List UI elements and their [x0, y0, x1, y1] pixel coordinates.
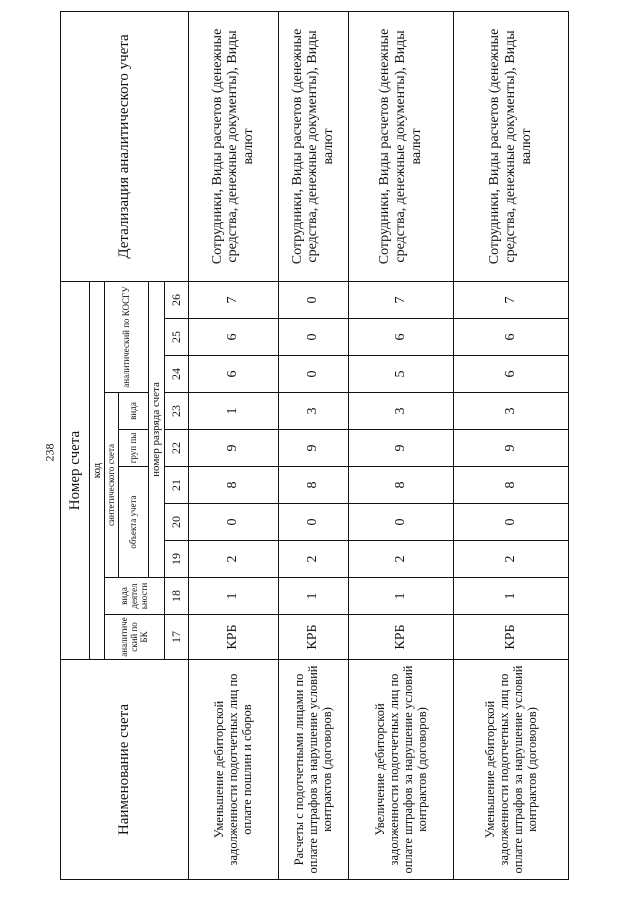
digit-23: 23: [164, 393, 188, 430]
digit-18: 18: [164, 578, 188, 615]
cell-18: 1: [348, 578, 453, 615]
row-detail: Сотрудники, Виды расчетов (денежные средства, денежные документы), Виды валют: [278, 11, 348, 281]
cell-24: 5: [348, 356, 453, 393]
cell-17: КРБ: [188, 615, 278, 660]
cell-18: 1: [278, 578, 348, 615]
cell-21: 8: [453, 467, 568, 504]
group-header: груп пы: [119, 430, 149, 467]
cell-20: 0: [453, 504, 568, 541]
cell-22: 9: [188, 430, 278, 467]
analytical-kosgu-header: аналитический по КОСГУ: [105, 281, 149, 392]
cell-24: 6: [188, 356, 278, 393]
kind-header: вида: [119, 393, 149, 430]
accounts-table: [60, 11, 569, 880]
cell-17: КРБ: [453, 615, 568, 660]
row-name: Уменьшение дебиторской задолженности подотчетных лиц по оплате штрафов за нарушение условий контрактов (договоров): [453, 660, 568, 880]
row-detail: Сотрудники, Виды расчетов (денежные средства, денежные документы), Виды валют: [188, 11, 278, 281]
digit-20: 20: [164, 504, 188, 541]
row-detail: Сотрудники, Виды расчетов (денежные средства, денежные документы), Виды валют: [348, 11, 453, 281]
cell-20: 0: [188, 504, 278, 541]
cell-21: 8: [348, 467, 453, 504]
activity-type-header: вида деятел ьности: [105, 578, 164, 615]
synthetic-account-header: синтетического счета: [105, 393, 119, 578]
cell-26: 7: [453, 281, 568, 318]
cell-25: 6: [453, 319, 568, 356]
digit-number-header: номер разряда счета: [149, 281, 164, 577]
cell-26: 7: [348, 281, 453, 318]
digit-21: 21: [164, 467, 188, 504]
cell-23: 1: [188, 393, 278, 430]
detail-column-header: Детализация аналитического учета: [61, 11, 189, 281]
row-name: Уменьшение дебиторской задолженности подотчетных лиц по оплате пошлин и сборов: [188, 660, 278, 880]
cell-25: 6: [188, 319, 278, 356]
cell-23: 3: [348, 393, 453, 430]
cell-19: 2: [278, 541, 348, 578]
cell-24: 0: [278, 356, 348, 393]
digit-17: 17: [164, 615, 188, 660]
account-number-header: Номер счета: [61, 281, 90, 659]
code-header: код: [90, 281, 105, 659]
cell-25: 6: [348, 319, 453, 356]
table-row: [188, 11, 278, 879]
digit-19: 19: [164, 541, 188, 578]
cell-18: 1: [453, 578, 568, 615]
cell-24: 6: [453, 356, 568, 393]
page-number: 238: [42, 443, 57, 462]
table-row: [348, 11, 453, 879]
cell-18: 1: [188, 578, 278, 615]
account-object-header: объекта учета: [119, 467, 149, 578]
cell-22: 9: [348, 430, 453, 467]
digit-26: 26: [164, 281, 188, 318]
digit-22: 22: [164, 430, 188, 467]
row-name: Увеличение дебиторской задолженности подотчетных лиц по оплате штрафов за нарушение условий контрактов (договоров): [348, 660, 453, 880]
cell-19: 2: [348, 541, 453, 578]
cell-23: 3: [278, 393, 348, 430]
row-detail: Сотрудники, Виды расчетов (денежные средства, денежные документы), Виды валют: [453, 11, 568, 281]
cell-22: 9: [453, 430, 568, 467]
cell-17: КРБ: [278, 615, 348, 660]
name-column-header: Наименование счета: [61, 660, 189, 880]
cell-20: 0: [348, 504, 453, 541]
rotated-table-container: [60, 15, 565, 880]
cell-21: 8: [188, 467, 278, 504]
cell-21: 8: [278, 467, 348, 504]
digit-25: 25: [164, 319, 188, 356]
cell-26: 0: [278, 281, 348, 318]
analytical-bk-header: аналитиче ский по БК: [105, 615, 164, 660]
cell-19: 2: [188, 541, 278, 578]
cell-26: 7: [188, 281, 278, 318]
cell-17: КРБ: [348, 615, 453, 660]
digit-24: 24: [164, 356, 188, 393]
cell-23: 3: [453, 393, 568, 430]
row-name: Расчеты с подотчетными лицами по оплате штрафов за нарушение условий контрактов (договоров): [278, 660, 348, 880]
table-row: [278, 11, 348, 879]
table-row: [453, 11, 568, 879]
cell-22: 9: [278, 430, 348, 467]
cell-25: 0: [278, 319, 348, 356]
cell-20: 0: [278, 504, 348, 541]
cell-19: 2: [453, 541, 568, 578]
